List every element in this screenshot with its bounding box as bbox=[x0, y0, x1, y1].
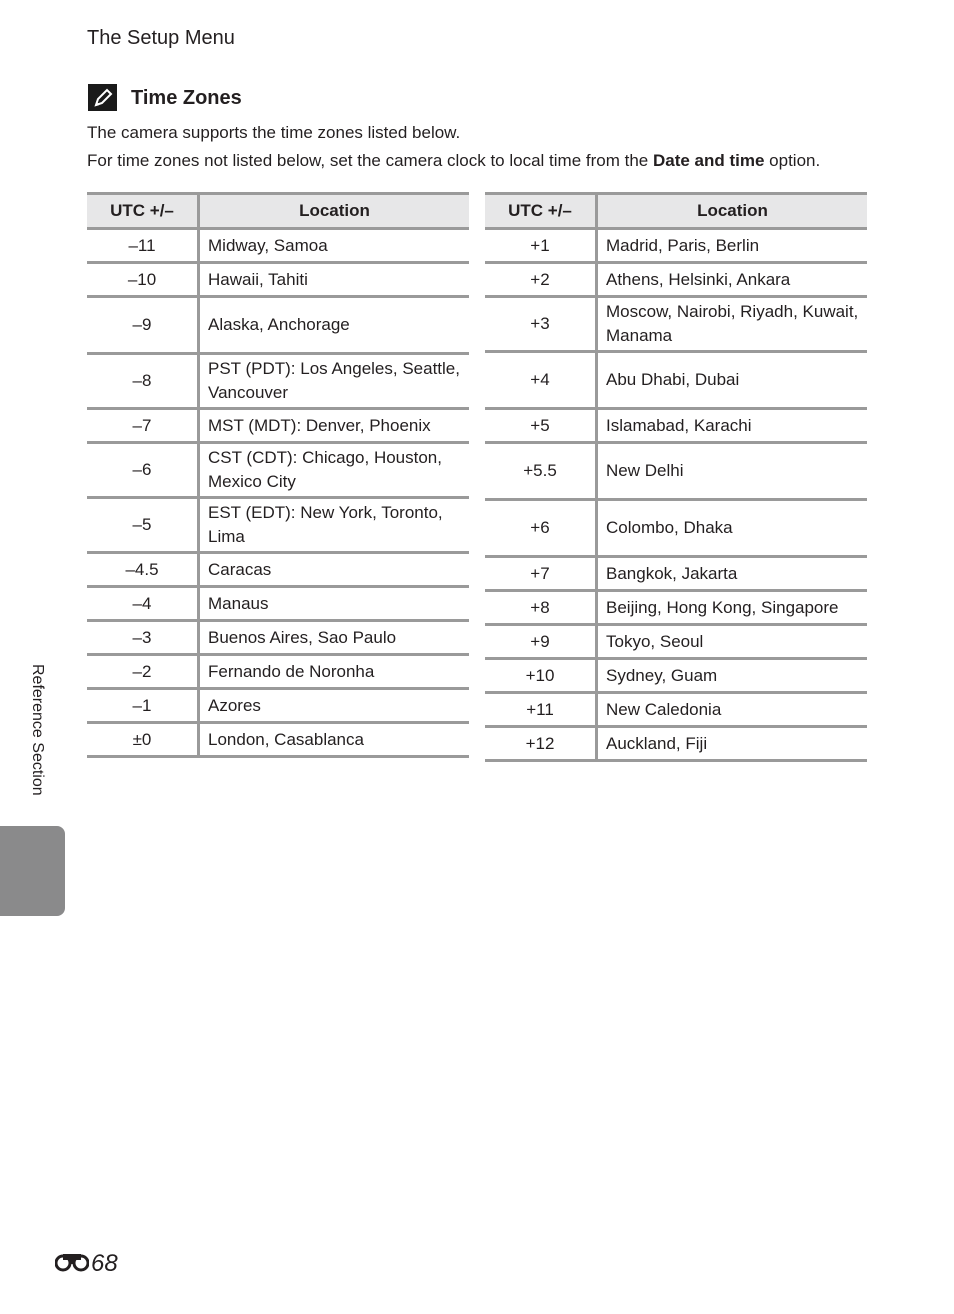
location-cell: Islamabad, Karachi bbox=[597, 409, 868, 443]
utc-cell: +12 bbox=[485, 727, 597, 761]
table-row bbox=[485, 659, 867, 693]
table-row bbox=[485, 557, 867, 591]
utc-cell: +11 bbox=[485, 693, 597, 727]
table-row bbox=[87, 689, 469, 723]
table-row bbox=[485, 297, 867, 352]
location-cell: PST (PDT): Los Angeles, Seattle, Vancouver bbox=[199, 354, 470, 409]
table-row bbox=[87, 498, 469, 553]
location-cell: Buenos Aires, Sao Paulo bbox=[199, 621, 470, 655]
location-cell: Azores bbox=[199, 689, 470, 723]
table-row bbox=[485, 409, 867, 443]
section-thumb-tab bbox=[0, 826, 65, 916]
utc-cell: +8 bbox=[485, 591, 597, 625]
utc-cell: –4.5 bbox=[87, 553, 199, 587]
utc-cell: –2 bbox=[87, 655, 199, 689]
location-cell: New Delhi bbox=[597, 443, 868, 500]
location-cell: Abu Dhabi, Dubai bbox=[597, 352, 868, 409]
table-row bbox=[485, 229, 867, 263]
utc-cell: +9 bbox=[485, 625, 597, 659]
utc-cell: –7 bbox=[87, 409, 199, 443]
location-cell: New Caledonia bbox=[597, 693, 868, 727]
utc-cell: –6 bbox=[87, 443, 199, 498]
utc-cell: –5 bbox=[87, 498, 199, 553]
utc-cell: +2 bbox=[485, 263, 597, 297]
reference-section-label: Reference Section bbox=[29, 664, 46, 796]
table-row bbox=[87, 621, 469, 655]
location-cell: Bangkok, Jakarta bbox=[597, 557, 868, 591]
location-column-header: Location bbox=[597, 194, 868, 229]
location-cell: Manaus bbox=[199, 587, 470, 621]
utc-cell: +4 bbox=[485, 352, 597, 409]
table-row bbox=[87, 354, 469, 409]
table-header-row bbox=[485, 194, 867, 229]
table-row bbox=[87, 297, 469, 354]
utc-cell: –1 bbox=[87, 689, 199, 723]
reference-binoculars-icon bbox=[55, 1251, 89, 1278]
table-row bbox=[87, 409, 469, 443]
table-row bbox=[87, 229, 469, 263]
time-zone-table-east bbox=[485, 192, 867, 762]
table-row bbox=[87, 553, 469, 587]
table-row bbox=[485, 443, 867, 500]
intro-instruction bbox=[87, 151, 820, 171]
location-cell: CST (CDT): Chicago, Houston, Mexico City bbox=[199, 443, 470, 498]
table-row bbox=[485, 693, 867, 727]
utc-cell: –4 bbox=[87, 587, 199, 621]
page-number bbox=[55, 1250, 118, 1278]
utc-cell: +1 bbox=[485, 229, 597, 263]
location-cell: Auckland, Fiji bbox=[597, 727, 868, 761]
utc-column-header: UTC +/– bbox=[485, 194, 597, 229]
utc-column-header: UTC +/– bbox=[87, 194, 199, 229]
location-cell: London, Casablanca bbox=[199, 723, 470, 757]
location-cell: EST (EDT): New York, Toronto, Lima bbox=[199, 498, 470, 553]
table-row bbox=[485, 500, 867, 557]
intro-instruction-text: For time zones not listed below, set the camera clock to local time from the bbox=[87, 151, 653, 170]
table-header-row bbox=[87, 194, 469, 229]
location-cell: Moscow, Nairobi, Riyadh, Kuwait, Manama bbox=[597, 297, 868, 352]
utc-cell: +6 bbox=[485, 500, 597, 557]
location-cell: MST (MDT): Denver, Phoenix bbox=[199, 409, 470, 443]
location-cell: Madrid, Paris, Berlin bbox=[597, 229, 868, 263]
section-title: Time Zones bbox=[131, 87, 242, 109]
utc-cell: +5 bbox=[485, 409, 597, 443]
location-cell: Midway, Samoa bbox=[199, 229, 470, 263]
page-header: The Setup Menu bbox=[87, 27, 235, 49]
utc-cell: –9 bbox=[87, 297, 199, 354]
location-cell: Athens, Helsinki, Ankara bbox=[597, 263, 868, 297]
location-cell: Colombo, Dhaka bbox=[597, 500, 868, 557]
utc-cell: ±0 bbox=[87, 723, 199, 757]
table-row bbox=[485, 625, 867, 659]
table-row bbox=[485, 727, 867, 761]
table-row bbox=[485, 263, 867, 297]
table-row bbox=[485, 591, 867, 625]
location-cell: Fernando de Noronha bbox=[199, 655, 470, 689]
time-zone-table-west bbox=[87, 192, 469, 758]
utc-cell: +7 bbox=[485, 557, 597, 591]
location-column-header: Location bbox=[199, 194, 470, 229]
location-cell: Beijing, Hong Kong, Singapore bbox=[597, 591, 868, 625]
intro-text: The camera supports the time zones listed below. bbox=[87, 123, 461, 142]
location-cell: Hawaii, Tahiti bbox=[199, 263, 470, 297]
table-row bbox=[87, 263, 469, 297]
table-row bbox=[87, 655, 469, 689]
date-and-time-option: Date and time bbox=[652, 151, 765, 170]
table-row bbox=[87, 587, 469, 621]
pencil-note-icon bbox=[88, 84, 117, 111]
utc-cell: –8 bbox=[87, 354, 199, 409]
location-cell: Tokyo, Seoul bbox=[597, 625, 868, 659]
utc-cell: –10 bbox=[87, 263, 199, 297]
utc-cell: +3 bbox=[485, 297, 597, 352]
location-cell: Alaska, Anchorage bbox=[199, 297, 470, 354]
utc-cell: +5.5 bbox=[485, 443, 597, 500]
utc-cell: –11 bbox=[87, 229, 199, 263]
table-row bbox=[87, 443, 469, 498]
table-row bbox=[485, 352, 867, 409]
intro-instruction-end: option. bbox=[764, 151, 821, 170]
utc-cell: –3 bbox=[87, 621, 199, 655]
page-number-text: 68 bbox=[91, 1250, 118, 1277]
table-row bbox=[87, 723, 469, 757]
location-cell: Caracas bbox=[199, 553, 470, 587]
location-cell: Sydney, Guam bbox=[597, 659, 868, 693]
utc-cell: +10 bbox=[485, 659, 597, 693]
